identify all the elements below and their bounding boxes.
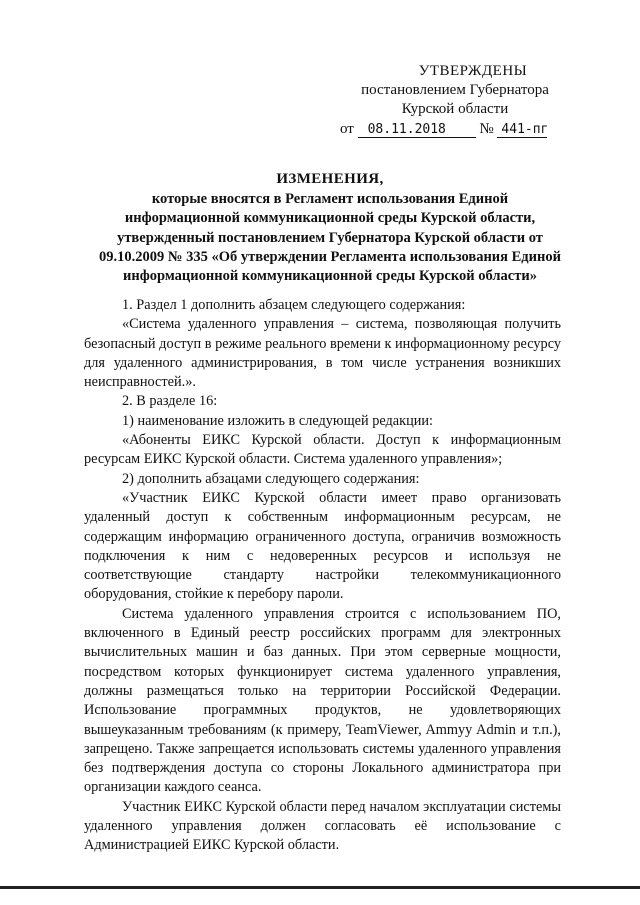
body-paragraph: Система удаленного управления строится с использованием ПО, включенного в Единый реестр российских программ для электронных вычислительных машин и баз данных. При этом серверные мощности, посредством которых функционирует система удаленного управления, должны размещаться только на территории Российской Федерации. Использование программных продуктов, не удовлетворяющих вышеуказанным требованиям (к примеру, TeamViewer, Ammyy Admin и т.п.), запрещено. Также запрещается использовать системы удаленного управления без подтверждения доступа со стороны Локального администратора при организации каждого сеанса. [84,605,561,796]
approval-line-1: постановлением Губернатора [361,82,549,98]
body-paragraph: 2) дополнить абзацами следующего содержания: [122,470,420,487]
body-paragraph: Участник ЕИКС Курской области перед началом эксплуатации системы удаленного управления должен согласовать её использование с Администрацией ЕИКС Курской области. [84,798,561,854]
body-paragraph: 1. Раздел 1 дополнить абзацем следующего содержания: [122,297,466,313]
title-line: информационной коммуникационной среды Курской области» [123,268,537,285]
title-line: которые вносятся в Регламент использования Единой [151,191,509,208]
body-paragraph: 2. В разделе 16: [122,393,218,410]
title-line: 09.10.2009 № 335 «Об утверждении Регламента использования Единой [99,248,561,265]
approved-heading: УТВЕРЖДЕНЫ [418,63,528,79]
approval-number: 441-пг [497,122,547,138]
document-title [80,170,580,286]
page-bottom-rule [0,886,640,889]
date-prefix: от [340,121,354,137]
approval-line-2: Курской области [401,101,509,117]
approval-dateline [340,120,570,139]
body-paragraph: «Абоненты ЕИКС Курской области. Доступ к информационным ресурсам ЕИКС Курской области. Система удаленного управления»; [84,432,561,468]
approval-stamp [340,62,570,139]
body-paragraph: «Система удаленного управления – система, позволяющая получить безопасный доступ в режиме реального времени к информационному ресурсу для удаленного администрирования, в том числе устранения возникших неисправностей.». [84,316,561,391]
document-body [84,296,561,856]
body-paragraph: 1) наименование изложить в следующей редакции: [122,412,433,429]
title-heading: ИЗМЕНЕНИЯ, [276,171,384,187]
title-line: информационной коммуникационной среды Курской области, [124,210,536,227]
number-prefix: № [479,121,494,137]
body-paragraph: «Участник ЕИКС Курской области имеет право организовать удаленный доступ к собственным информационным ресурсам, не содержащим информацию ограниченного доступа, ограничив возможность подключения к ним с недоверенных ресурсов и используя не соответствующие стандарту настройки телекоммуникационного оборудования, стойкие к перебору пароли. [84,489,561,603]
title-line: утвержденный постановлением Губернатора Курской области от [117,229,543,246]
approval-date: 08.11.2018 [358,122,476,138]
